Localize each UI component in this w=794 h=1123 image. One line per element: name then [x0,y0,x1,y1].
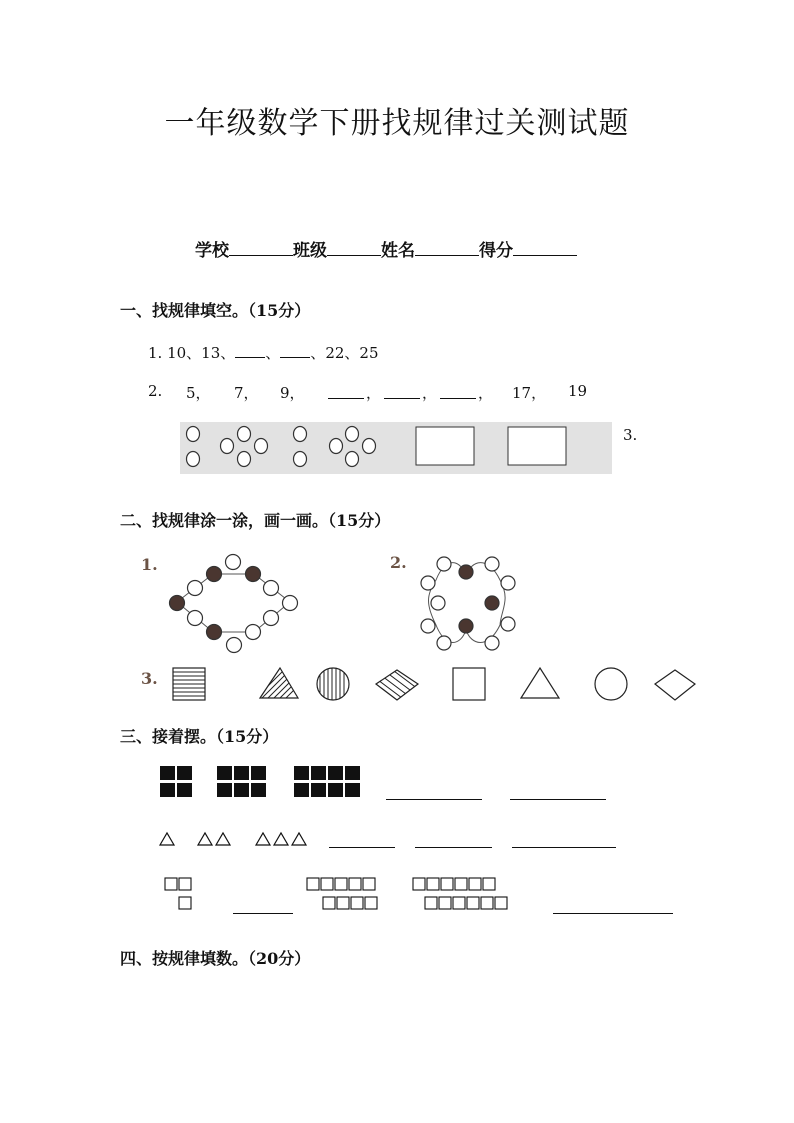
q1-sep-1: 、 [265,344,281,362]
q1-blank-2[interactable] [280,343,310,358]
q2-value-5: 5， [186,384,211,402]
small-square-pattern [160,877,520,913]
q2-value-17: 17， [512,384,547,402]
circle-icon [187,427,200,442]
triangle-icon [521,668,559,698]
q2-comma-3: ， [478,384,494,402]
school-blank[interactable] [229,239,293,256]
q2-comma-1: ， [366,384,382,402]
bead-icon[interactable] [188,611,203,626]
circle-icon [330,439,343,454]
bead-filled-icon [170,596,185,611]
question-1-1 [148,342,379,363]
class-blank[interactable] [327,239,381,256]
circle-icon [221,439,234,454]
question-1-2 [148,382,608,402]
bead-icon[interactable] [226,555,241,570]
section-3-heading: 三、接着摆。（15分） [120,727,279,746]
bead-icon[interactable] [437,557,451,571]
striped-square-icon [173,668,205,700]
bead-filled-icon [207,567,222,582]
circle-icon [294,427,307,442]
striped-triangle-icon [250,666,318,698]
bead-filled-icon [246,567,261,582]
small-square-group-3 [413,878,507,909]
q2-value-7: 7， [234,384,259,402]
answer-line[interactable] [386,799,482,800]
q1-blank-1[interactable] [235,343,265,358]
school-label: 学校 [195,241,229,261]
black-square-pattern [160,766,370,800]
triangle-icon [274,833,288,845]
answer-box-1[interactable] [416,427,474,465]
circle-icon [255,439,268,454]
bead-icon[interactable] [264,611,279,626]
score-blank[interactable] [513,239,577,256]
shape-sequence [170,664,700,704]
small-square-group-2 [307,878,377,909]
bead-filled-icon [459,619,473,633]
circle-icon [595,668,627,700]
q2-blank-1[interactable] [328,384,364,399]
page-title: 一年级数学下册找规律过关测试题 [164,106,630,141]
class-label: 班级 [293,241,327,261]
bead-icon[interactable] [431,596,445,610]
triangle-icon [292,833,306,845]
circle-icon [346,427,359,442]
section-4-heading: 四、按规律填数。（20分） [120,949,311,968]
q1-sep-2: 、 [310,344,326,362]
striped-diamond-icon [366,662,422,708]
q2-value-19: 19 [568,382,588,400]
triangle-icon [216,833,230,845]
score-label: 得分 [479,241,513,261]
answer-line[interactable] [329,847,395,848]
diamond-icon [655,670,695,700]
triangle-icon [160,833,174,845]
bead-icon[interactable] [264,581,279,596]
bead-filled-icon [207,625,222,640]
circle-icon [187,452,200,467]
answer-line[interactable] [512,847,616,848]
bead-icon[interactable] [485,636,499,650]
black-square-group-2 [217,766,266,797]
black-square-group-3 [294,766,360,797]
q2-comma-2: ， [422,384,438,402]
q2-value-9: 9， [280,384,305,402]
bead-icon[interactable] [501,617,515,631]
bead-icon[interactable] [421,576,435,590]
circle-icon [363,439,376,454]
bead-icon[interactable] [246,625,261,640]
triangle-icon [198,833,212,845]
q1-given-start: 10、13、 [167,344,236,362]
circle-icon [346,452,359,467]
triangle-pattern [158,830,314,848]
name-label: 姓名 [381,241,415,261]
answer-line[interactable] [510,799,606,800]
bead-ring-1 [165,552,305,656]
answer-line[interactable] [415,847,492,848]
q2-blank-2[interactable] [384,384,420,399]
small-square-group-1 [165,878,191,909]
bead-icon[interactable] [227,638,242,653]
s2-label-3: 3. [141,669,158,688]
bead-icon[interactable] [283,596,298,611]
section-1-heading: 一、找规律填空。（15分） [120,301,311,320]
bead-icon[interactable] [501,576,515,590]
bead-icon[interactable] [437,636,451,650]
bead-filled-icon [459,565,473,579]
q1-given-end: 22、25 [325,344,379,362]
bead-icon[interactable] [188,581,203,596]
bead-ring-2 [416,550,522,658]
circle-icon [238,427,251,442]
bead-icon[interactable] [421,619,435,633]
answer-box-2[interactable] [508,427,566,465]
striped-circle-icon [317,664,349,704]
q2-number: 2. [148,382,163,400]
q1-number: 1. [148,344,163,362]
bead-icon[interactable] [485,557,499,571]
square-icon [453,668,485,700]
answer-line[interactable] [233,913,293,914]
circle-icon [294,452,307,467]
section-2-heading: 二、找规律涂一涂，画一画。（15分） [120,511,391,530]
q3-number: 3. [623,426,638,444]
circle-icon [238,452,251,467]
student-info-row [195,236,577,261]
bead-filled-icon [485,596,499,610]
black-square-group-1 [160,766,192,797]
answer-line[interactable] [553,913,673,914]
circle-pattern-box [180,422,612,474]
s2-label-1: 1. [141,555,158,574]
name-blank[interactable] [415,239,479,256]
q2-blank-3[interactable] [440,384,476,399]
s2-label-2: 2. [390,553,407,572]
triangle-icon [256,833,270,845]
